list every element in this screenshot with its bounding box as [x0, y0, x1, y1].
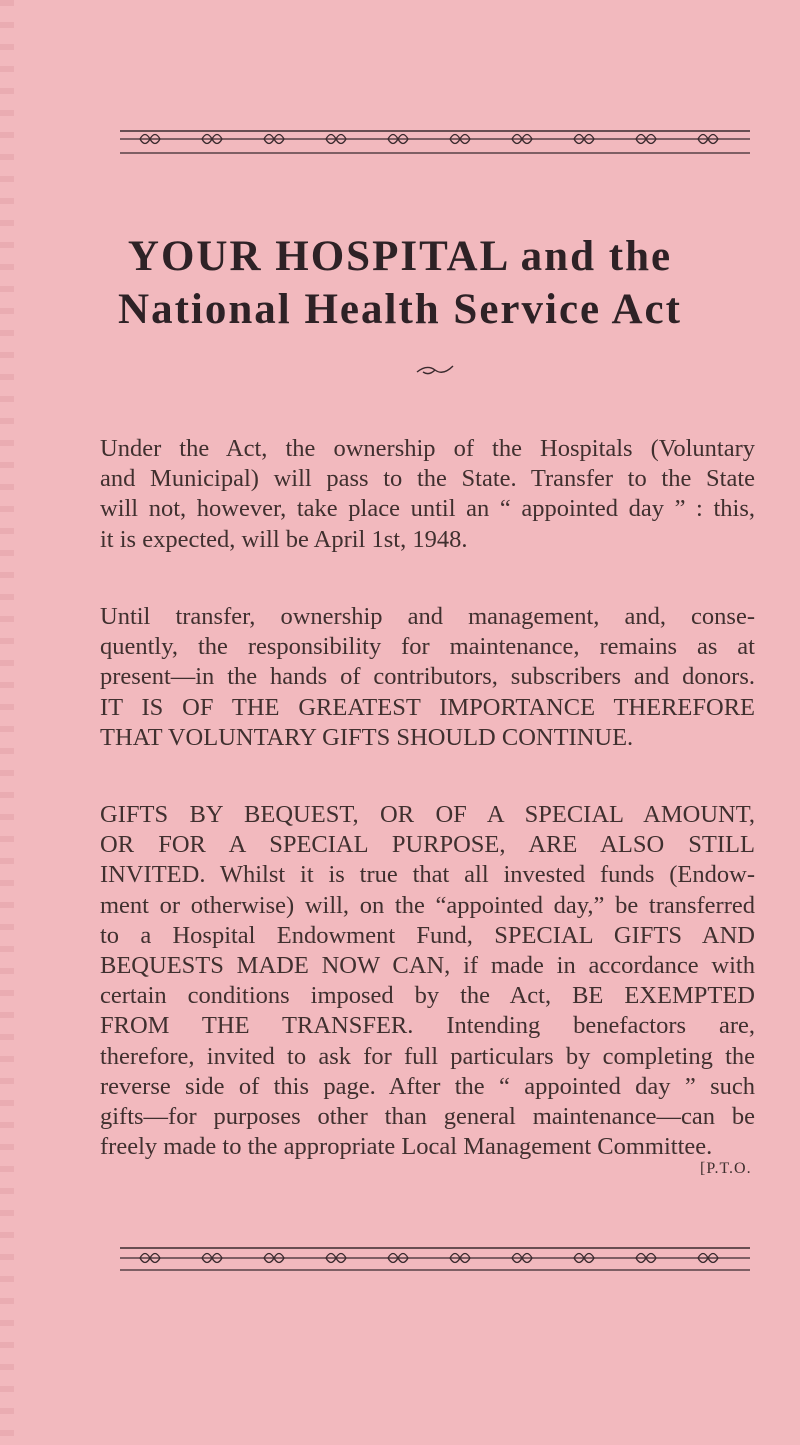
title-line-1: YOUR HOSPITAL and the: [127, 233, 673, 280]
paragraph-line: certain conditions imposed by the Act, BE EXEMPTED: [100, 982, 755, 1010]
paragraph-line: it is expected, will be April 1st, 1948.: [100, 525, 468, 553]
paragraph-line: gifts—for purposes other than general maintenance—can be: [100, 1103, 755, 1131]
paragraph-line: GIFTS BY BEQUEST, OR OF A SPECIAL AMOUNT,: [100, 801, 755, 828]
bottom-decorative-border: [120, 1244, 750, 1264]
paragraph-line: freely made to the appropriate Local Management Committee.: [100, 1133, 713, 1161]
paragraph-line: therefore, invited to ask for full particulars by completing the: [100, 1042, 755, 1070]
paragraph-2: [100, 602, 755, 753]
title-line-2: National Health Service Act: [118, 286, 682, 333]
paragraph-line: Until transfer, ownership and management, and, conse-: [100, 603, 755, 630]
paragraph-line: ment or otherwise) will, on the “appointed day,” be transferred: [100, 891, 755, 919]
top-decorative-border: [120, 127, 750, 147]
pto-note: [P.T.O.: [700, 1160, 752, 1177]
paragraph-line: THAT VOLUNTARY GIFTS SHOULD CONTINUE.: [100, 723, 634, 751]
paragraph-1: [100, 434, 755, 555]
paragraph-3: [100, 800, 755, 1162]
paragraph-line: IT IS OF THE GREATEST IMPORTANCE THEREFORE: [100, 693, 755, 721]
paragraph-line: and Municipal) will pass to the State. Transfer to the State: [100, 465, 755, 493]
paragraph-line: to a Hospital Endowment Fund, SPECIAL GIFTS AND: [100, 921, 755, 949]
paragraph-line: FROM THE TRANSFER. Intending benefactors are,: [100, 1012, 755, 1040]
paragraph-line: BEQUESTS MADE NOW CAN, if made in accordance with: [100, 952, 755, 980]
paragraph-line: INVITED. Whilst it is true that all invested funds (Endow-: [100, 861, 755, 889]
paragraph-line: Under the Act, the ownership of the Hospitals (Voluntary: [100, 435, 755, 462]
paragraph-line: OR FOR A SPECIAL PURPOSE, ARE ALSO STILL: [100, 831, 755, 859]
paragraph-line: quently, the responsibility for maintenance, remains as at: [100, 633, 755, 661]
paragraph-line: present—in the hands of contributors, subscribers and donors.: [100, 663, 755, 691]
perforated-edge: [0, 0, 14, 1445]
paragraph-line: reverse side of this page. After the “ appointed day ” such: [100, 1072, 755, 1100]
paragraph-line: will not, however, take place until an “ appointed day ” : this,: [100, 495, 755, 523]
ornament-icon: [415, 362, 455, 376]
